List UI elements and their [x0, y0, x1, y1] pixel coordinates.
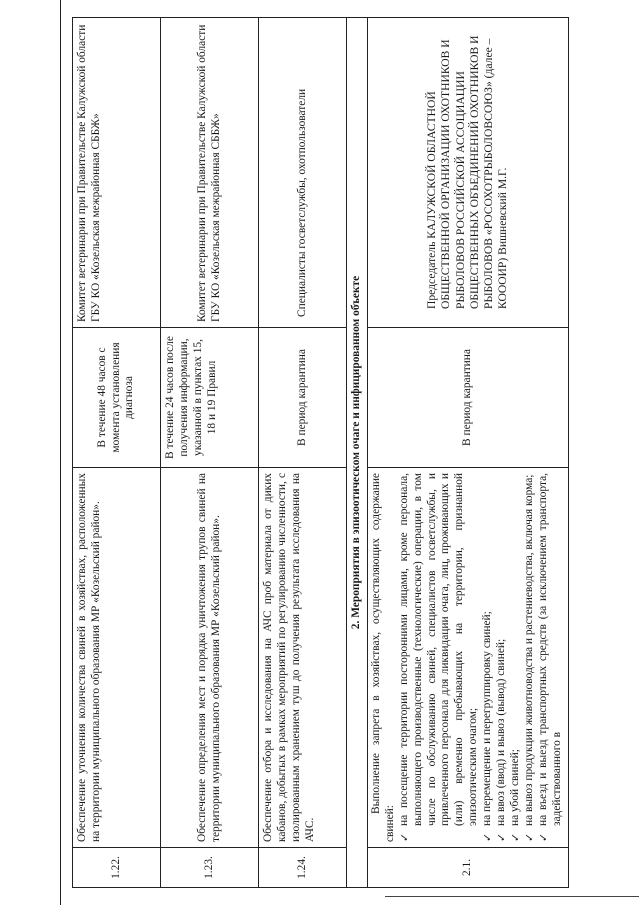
check-icon: ✓ — [481, 832, 495, 842]
row-term: В период карантина — [259, 328, 347, 468]
section-header-row — [347, 18, 368, 888]
row-responsible: Комитет ветеринарии при Правительстве Калужской области ГБУ КО «Козельская межрайонная СББЖ» — [73, 18, 161, 328]
section-title: 2. Мероприятия в эпизоотическом очаге и инфицированном объекте — [347, 18, 368, 888]
list-item: ✓ на вывоз продукции животноводства и растениеводства, включая корма; — [522, 474, 536, 842]
row-action: Обеспечение отбора и исследования на АЧС проб материала от диких кабанов, добытых в рамках мероприятий по регулированию численности, с изолированным хранением туш до получения результата исследования на АЧС. — [259, 468, 347, 848]
check-icon: ✓ — [397, 832, 411, 842]
row-term: В течение 48 часов с момента установления диагноза — [73, 328, 161, 468]
table-row — [73, 18, 161, 888]
table-row — [259, 18, 347, 888]
row-number: 1.24. — [259, 848, 347, 888]
row-number: 2.1. — [367, 848, 568, 888]
row-number: 1.22. — [73, 848, 161, 888]
scan-left-edge — [60, 0, 61, 905]
check-icon: ✓ — [536, 832, 550, 842]
row-term: В период карантина — [367, 328, 568, 468]
table-row — [161, 18, 259, 888]
row-action — [367, 468, 568, 848]
table-row — [367, 18, 568, 888]
row-term: В течение 24 часов после получения информации, указанной в пунктах 15, 18 и 19 Правил — [161, 328, 259, 468]
measures-table — [72, 17, 569, 888]
row-responsible: Председатель КАЛУЖСКОЙ ОБЛАСТНОЙ ОБЩЕСТВЕННОЙ ОРГАНИЗАЦИИ ОХОТНИКОВ И РЫБОЛОВОВ РОССИЙСКОЙ АССОЦИАЦИИ ОБЩЕСТВЕННЫХ ОБЪЕДИНЕНИЙ ОХОТНИКОВ И РЫБОЛОВОВ «РОСОХОТРЫБОЛОВСОЮЗ» (далее – КОООИР) Вишневский М.Г. — [367, 18, 568, 328]
list-item: ✓ на ввоз (ввод) и вывоз (вывод) свиней; — [495, 638, 509, 842]
row-number: 1.23. — [161, 848, 259, 888]
row-responsible: Комитет ветеринарии при Правительстве Калужской области ГБУ КО «Козельская межрайонная СББЖ» — [161, 18, 259, 328]
row-responsible: Специалисты госветслужбы, охотпользователи — [259, 18, 347, 328]
list-item: ✓ на убой свиней; — [508, 749, 522, 842]
check-icon: ✓ — [522, 832, 536, 842]
row-action: Обеспечение определения мест и порядка уничтожения трупов свиней на территории муниципального образования МР «Козельский район». — [161, 468, 259, 848]
row-action-intro: Выполнение запрета в хозяйствах, осуществляющих содержание свиней: — [369, 473, 396, 842]
list-item: ✓ на въезд и выезд транспортных средств (за исключением транспорта, задействованного в — [536, 473, 563, 842]
check-icon: ✓ — [508, 832, 522, 842]
list-item: ✓ на перемещение и перегруппировку свиней; — [481, 611, 495, 842]
prohibition-list — [398, 473, 565, 842]
check-icon: ✓ — [495, 832, 509, 842]
rotated-page — [72, 18, 639, 888]
row-action: Обеспечение уточнения количества свиней в хозяйствах, расположенных на территории муниципального образования МР «Козельский район». — [73, 468, 161, 848]
footer-rule — [385, 896, 639, 897]
list-item: ✓ на посещение территории посторонними лицами, кроме персонала, выполняющего производственные (технологические) операции, в том числе по обслуживанию свиней, специалистов госветслужбы, и привлеченного персонала для ликвидации очага, лиц, проживающих и (или) временно пребывающих на территории, признанной эпизоотическим очагом; — [397, 473, 480, 842]
